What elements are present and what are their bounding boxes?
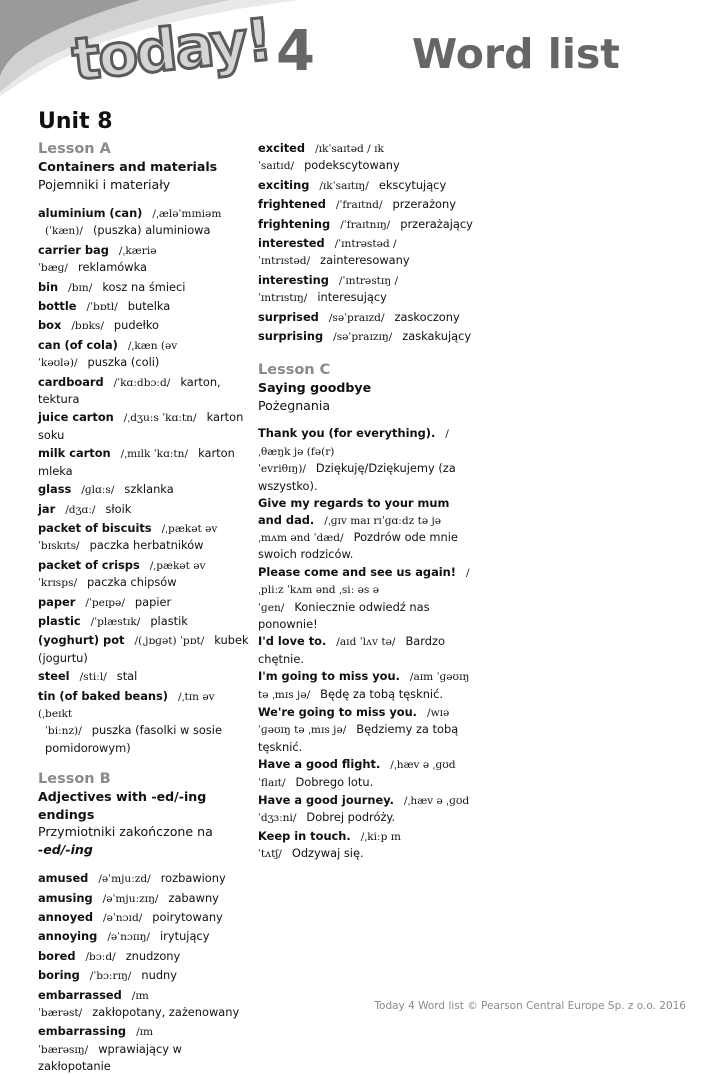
entry-word: bored [38,948,76,963]
entry-ipa: /ˌpækət əv ˈkrɪsps/ [38,559,206,590]
entry-word: steel [38,669,70,684]
word-entry [38,242,250,277]
entry-ipa: /ɪmˈbærəst/ [38,989,149,1020]
entry-ipa-cont: ˈbiːnz)/ [45,725,82,738]
word-entry [38,1023,250,1074]
entry-word: paper [38,594,76,609]
entry-word: packet of biscuits [38,520,152,535]
entry-ipa: /bɒks/ [71,320,104,333]
word-entry [38,909,250,926]
word-entry [258,272,473,307]
word-entry [38,668,250,685]
entry-continuation [38,222,250,239]
entry-translation: ekscytujący [378,177,447,192]
lesson-c-topic-pl: Pożegnania [258,397,331,413]
word-entry [38,279,250,296]
lesson-b-heading: Lesson B [38,771,111,788]
copyright-footer: Today 4 Word list © Pearson Central Europe Sp. z o.o. 2016 [374,1000,686,1012]
phrase-text: Keep in touch. [258,828,351,843]
phrase-ipa: /ˌθæŋk jə (fə(r) ˈevriθɪŋ)/ [258,428,449,476]
phrase-translation: Będę za tobą tęsknić. [320,686,443,701]
entry-translation: nudny [141,968,178,983]
entry-translation: papier [134,594,172,609]
phrase-text: We're going to miss you. [258,704,418,719]
word-entry [258,216,473,233]
entry-ipa: /səˈpraɪzɪŋ/ [333,331,393,344]
phrase-ipa: /aɪm ˈɡəʊɪŋ tə ˌmɪs jə/ [258,671,470,701]
entry-ipa-cont: (ˈkæn)/ [45,225,83,238]
entry-continuation [38,722,250,756]
entry-ipa: /əˈnɔɪd/ [103,912,143,924]
entry-translation: podekscytowany [304,158,400,173]
entry-word: embarrassed [38,987,122,1002]
entry-translation: butelka [127,299,171,314]
lesson-b-word-list-part1 [38,870,250,1074]
word-entry [38,298,250,315]
entry-translation: pudełko [113,318,159,333]
phrase-text: Have a good journey. [258,793,394,807]
unit-heading: Unit 8 [38,109,113,134]
phrase-ipa: /ˌhæv ə ˌɡʊd ˈdʒɜːni/ [258,795,470,825]
entry-translation: irytujący [160,929,210,944]
phrase-translation: Pozdrów ode mnie swoich rodziców. [258,529,458,562]
entry-ipa: /ˈbɔːrɪŋ/ [89,970,132,983]
entry-ipa: /ˌkæriə ˈbæɡ/ [38,244,157,275]
word-entry [38,337,250,372]
entry-translation: kosz na śmieci [102,279,186,294]
page-title: Word list [412,30,620,78]
entry-word: boring [38,968,80,983]
phrase-translation: Dobrej podróży. [306,810,396,825]
entry-translation: rozbawiony [160,871,226,886]
lesson-b-topic-pl: Przymiotniki zakończone na -ed/-ing [38,824,213,857]
word-entry [38,501,250,518]
entry-ipa: /ˌtɪn əv (ˌbeɪkt [38,690,215,720]
phrase-entry [258,668,473,703]
entry-ipa: /ˈɪntrəstəd / ˈɪntrɪstəd/ [258,238,397,268]
word-entry [38,890,250,907]
entry-ipa: /ˈplæstɪk/ [90,615,141,628]
entry-word: surprised [258,309,319,324]
lesson-a-word-list [38,205,250,756]
entry-ipa: /ˈkɑːdbɔːd/ [113,376,171,389]
phrase-entry [258,425,473,494]
entry-word: annoying [38,929,98,944]
entry-word: frightened [258,197,326,212]
entry-word: bin [38,279,59,294]
phrase-entry [258,704,473,755]
entry-ipa: /bɔːd/ [85,950,116,963]
entry-translation: znudzony [125,948,181,963]
word-entry [38,594,250,611]
entry-ipa: /ˈpeɪpə/ [85,596,125,609]
entry-word: tin (of baked beans) [38,688,168,703]
entry-word: exciting [258,177,310,192]
level-number: 4 [276,19,315,84]
entry-ipa: /əˈnɔɪɪŋ/ [107,931,151,944]
word-entry [258,177,473,194]
entry-translation: przerażony [392,197,456,212]
phrase-entry [258,792,473,827]
entry-word: amusing [38,890,93,905]
entry-ipa: /ˌdʒuːs ˈkɑːtn/ [123,412,197,425]
word-entry [38,557,250,592]
word-entry [38,613,250,630]
word-entry [38,967,250,984]
word-entry [38,409,250,443]
word-entry [38,374,250,408]
phrase-translation: Dziękuję/Dziękujemy (za wszystko). [258,461,456,493]
entry-word: embarrassing [38,1024,127,1039]
phrase-text: Thank you (for everything). [258,426,436,441]
word-entry [38,632,250,666]
entry-translation: wprawiający w zakłopotanie [38,1041,182,1074]
entry-ipa: /ɪmˈbærəsɪŋ/ [38,1026,154,1056]
entry-ipa: /ˈfraɪtnd/ [335,199,383,212]
word-entry [38,870,250,887]
entry-translation: przerażający [400,216,473,231]
entry-translation: kubek (jogurtu) [38,633,249,665]
entry-translation: zainteresowany [320,253,410,268]
word-entry [38,987,250,1022]
phrase-text: I'm going to miss you. [258,669,400,684]
entry-word: interested [258,236,325,251]
phrase-ipa: /ˌhæv ə ˌɡʊd ˈflaɪt/ [258,759,456,789]
entry-ipa: /ˌkæn (əv ˈkəʊlə)/ [38,339,178,370]
phrase-entry [258,564,473,633]
entry-word: juice carton [38,410,114,425]
phrase-ipa: /ˌpliːz ˈkʌm ənd ˌsiː əs əˈɡen/ [258,566,470,614]
entry-ipa: /ɪkˈsaɪtɪŋ/ [319,179,369,192]
entry-ipa: /ˈfraɪtnɪŋ/ [340,218,391,231]
phrase-ipa: /ˌɡɪv maɪ rɪˈɡɑːdz tə jə ˌmʌm ənd ˈdæd/ [258,514,442,544]
phrase-entry [258,756,473,791]
phrase-entry [258,495,473,563]
entry-ipa: /ˈɪntrəstɪŋ / ˈɪntrɪstɪŋ/ [258,274,399,305]
entry-word: surprising [258,329,324,344]
entry-word: can (of cola) [38,337,118,352]
entry-word: excited [258,141,306,155]
phrase-ipa: /ˌkiːp ɪn ˈtʌtʃ/ [258,830,401,861]
word-entry [38,520,250,555]
phrase-translation: Koniecznie odwiedź nas ponownie! [258,599,430,631]
entry-translation: stal [116,669,138,684]
phrase-entry [258,633,473,667]
lesson-b-topic-en: Adjectives with -ed/-ing endings [38,789,207,822]
entry-ipa: /əˈmjuːzd/ [98,873,151,886]
entry-word: milk carton [38,446,111,461]
entry-translation: paczka herbatników [89,538,204,553]
entry-word: frightening [258,216,331,231]
entry-translation: zakłopotany, zażenowany [92,1005,240,1020]
entry-ipa: /bɪn/ [68,281,93,294]
phrase-ipa: /wɪə ˈɡəʊɪŋ tə ˌmɪs jə/ [258,706,450,737]
entry-ipa: /səˈpraɪzd/ [328,311,385,324]
entry-word: box [38,318,62,333]
entry-ipa: /ˌæləˈmɪniəm [152,208,222,220]
left-column [38,140,250,1075]
entry-ipa: /ɪkˈsaɪtəd / ɪkˈsaɪtɪd/ [258,143,384,173]
entry-ipa: /ɡlɑːs/ [81,484,115,497]
entry-word: aluminium (can) [38,206,143,220]
word-entry [38,928,250,945]
entry-translation: karton soku [38,410,244,442]
entry-word: interesting [258,272,329,287]
word-entry [258,309,473,326]
word-entry [38,948,250,965]
phrase-translation: Bardzo chętnie. [258,634,445,666]
entry-translation: interesujący [317,290,387,305]
entry-word: packet of crisps [38,557,140,572]
entry-translation: (puszka) aluminiowa [92,223,211,238]
lesson-c-topic-en: Saying goodbye [258,380,372,396]
word-entry [258,235,473,270]
entry-ipa: /ˈbɒtl/ [86,301,118,314]
right-column [258,138,473,863]
lesson-a-heading: Lesson A [38,141,111,157]
word-entry [38,688,250,757]
phrase-text: I'd love to. [258,634,327,649]
phrase-text: Give my regards to your mum and dad. [258,496,450,527]
word-entry [258,328,473,345]
word-entry [38,445,250,479]
entry-ipa: /əˈmjuːzɪŋ/ [102,892,159,905]
entry-translation: słoik [105,501,132,516]
entry-word: bottle [38,299,77,314]
entry-ipa: /ˌmɪlk ˈkɑːtn/ [120,448,189,461]
today-logo: today! [68,5,274,94]
page-header [0,0,724,100]
entry-word: cardboard [38,374,104,389]
word-entry [258,140,473,175]
phrase-translation: Będziemy za tobą tęsknić. [258,722,459,754]
phrase-ipa: /aɪd ˈlʌv tə/ [336,636,396,649]
lesson-c-heading: Lesson C [258,362,331,379]
entry-translation: reklamówka [78,260,147,275]
entry-translation: puszka (coli) [87,355,160,370]
entry-translation: plastik [150,613,188,628]
phrase-text: Have a good flight. [258,757,381,772]
word-entry [258,196,473,213]
lesson-b-word-list-part2 [258,140,473,345]
lesson-a-topic-pl: Pojemniki i materiały [38,176,171,192]
phrase-text: Please come and see us again! [258,564,456,579]
entry-ipa: /stiːl/ [79,671,107,684]
entry-translation: zaskoczony [394,309,460,324]
entry-translation: zabawny [168,890,219,905]
entry-word: (yoghurt) pot [38,633,125,648]
entry-translation: karton, tektura [38,374,221,407]
lesson-c-phrase-list [258,425,473,862]
entry-translation: puszka (fasolki w sosie pomidorowym) [45,723,222,755]
entry-translation: poirytowany [152,910,223,924]
entry-translation: paczka chipsów [87,575,177,590]
entry-word: jar [38,501,56,516]
word-entry [38,205,250,240]
entry-word: amused [38,871,89,886]
entry-ipa: /ˌpækət əv ˈbɪskɪts/ [38,522,218,553]
lesson-a-topic-en: Containers and materials [38,159,218,174]
entry-translation: szklanka [124,482,174,497]
entry-ipa: /(ˌjɒɡət) ˈpɒt/ [134,635,205,648]
entry-translation: karton mleka [38,446,235,478]
phrase-translation: Odzywaj się. [291,846,364,861]
phrase-entry [258,828,473,863]
entry-word: glass [38,482,72,497]
entry-ipa: /dʒɑː/ [65,503,96,516]
entry-word: plastic [38,613,81,628]
entry-translation: zaskakujący [402,329,472,344]
word-entry [38,481,250,498]
entry-word: carrier bag [38,242,109,257]
word-entry [38,317,250,334]
phrase-translation: Dobrego lotu. [295,774,374,789]
entry-word: annoyed [38,910,94,924]
